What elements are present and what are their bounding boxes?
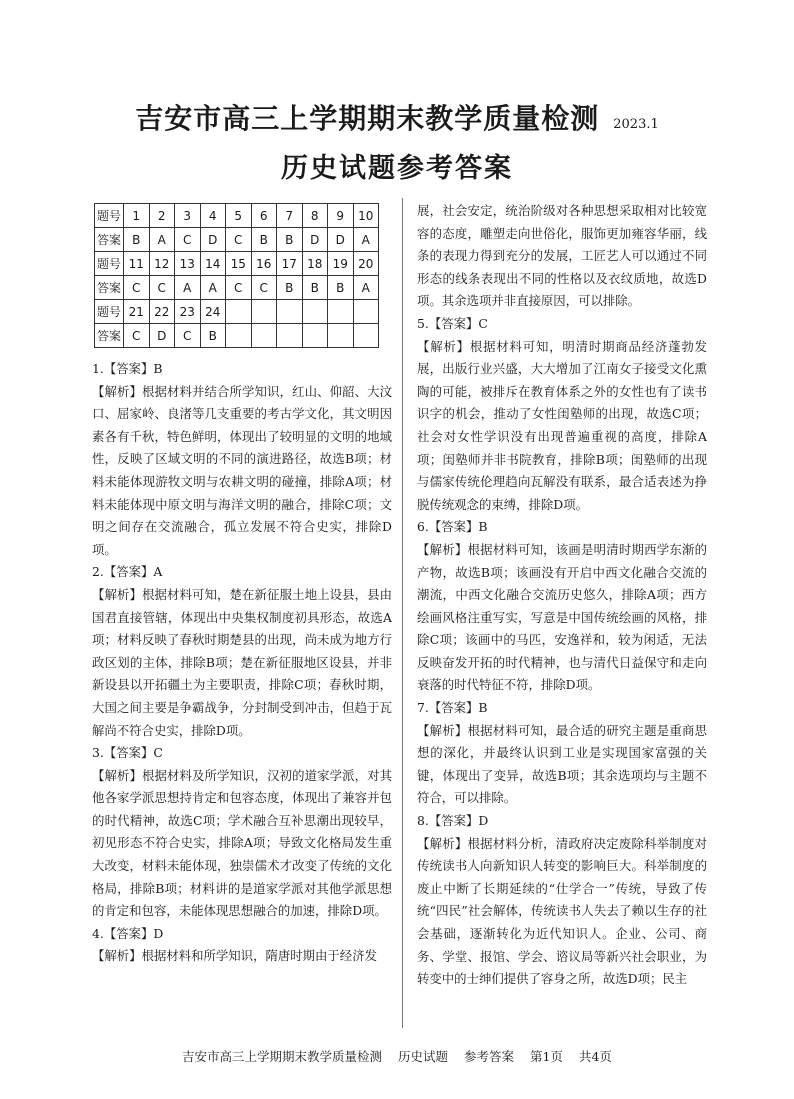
table-cell <box>226 300 252 324</box>
footer-total: 共4页 <box>578 1049 612 1064</box>
table-cell: C <box>175 324 201 348</box>
title-text: 吉安市高三上学期期末教学质量检测 <box>135 102 600 135</box>
table-cell: C <box>226 276 252 300</box>
explanation-paragraph: 【解析】根据材料可知，该画是明清时期西学东渐的产物，故选B项；该画没有开启中西文化融合交流的潮流，中西文化融合交流历史悠久，排除A项；西方绘画风格注重写实，写意是中国传统绘画的风格，排除C项；该画中的马匹，安逸祥和，较为闲适，无法反映奋发开拓的时代精神，也与清代日益保守和走向衰落的时代特征不符，排除D项。 <box>417 541 707 693</box>
question-answer-heading: 5.【答案】C <box>417 315 488 331</box>
question-answer-heading: 6.【答案】B <box>417 519 488 535</box>
table-cell <box>277 324 303 348</box>
explanation-paragraph: 【解析】根据材料可知，明清时期商品经济蓬勃发展，出版行业兴盛，大大增加了江南女子接受文化熏陶的可能，被排斥在教育体系之外的女性也有了读书识字的机会，推动了女性闺塾师的出现，故选C项；社会对女性学识没有出现普遍重视的高度，排除A项；闺塾师并非书院教育，排除B项；闺塾师的出现与儒家传统伦理趋向瓦解没有联系，最合适表述为挣脱传统观念的束缚，排除D项。 <box>417 338 707 512</box>
table-cell: 2 <box>149 204 175 228</box>
table-cell: C <box>251 276 277 300</box>
right-column <box>417 200 707 991</box>
table-cell: A <box>200 276 226 300</box>
answer-row <box>95 276 379 300</box>
table-cell: 15 <box>226 252 252 276</box>
question-number-row <box>95 204 379 228</box>
table-cell: 20 <box>353 252 379 276</box>
table-cell: 10 <box>353 204 379 228</box>
table-cell: 9 <box>328 204 354 228</box>
table-cell: 14 <box>200 252 226 276</box>
table-cell: C <box>124 276 150 300</box>
table-cell: 5 <box>226 204 252 228</box>
question-number-row <box>95 252 379 276</box>
question-answer-heading: 1.【答案】B <box>92 361 163 376</box>
table-cell <box>302 324 328 348</box>
left-column <box>92 358 392 968</box>
explanation-paragraph: 【解析】根据材料分析，清政府决定废除科举制度对传统读书人向新知识人转变的影响巨大。科举制度的废止中断了长期延续的“仕学合一”传统，导致了传统“四民”社会解体，传统读书人失去了赖以生存的社会基础，逐渐转化为近代知识人。企业、公司、商务、学堂、报馆、学会、谘议局等新兴社会职业，为转变中的士绅们提供了容身之所，故选D项；民主 <box>417 835 707 987</box>
question-answer-heading: 7.【答案】B <box>417 700 488 716</box>
table-cell <box>353 300 379 324</box>
table-cell: C <box>124 324 150 348</box>
table-cell: 17 <box>277 252 303 276</box>
explanation-paragraph: 展，社会安定，统治阶级对各种思想采取相对比较宽容的态度，雕塑走向世俗化，服饰更加雍容华丽，线条的表现力得到充分的发展，工匠艺人可以通过不同形态的线条表现出不同的性格以及衣纹质地，故选D项。其余选项并非直接原因，可以排除。 <box>417 203 707 309</box>
table-cell: C <box>226 228 252 252</box>
table-cell: 24 <box>200 300 226 324</box>
column-divider <box>402 198 403 1028</box>
table-cell: 12 <box>149 252 175 276</box>
table-cell <box>277 300 303 324</box>
question-number-row <box>95 300 379 324</box>
row-header-cell: 题号 <box>95 252 124 276</box>
question-answer-heading: 8.【答案】D <box>417 813 489 829</box>
row-header-cell: 答案 <box>95 228 124 252</box>
table-cell: B <box>277 228 303 252</box>
table-cell: D <box>149 324 175 348</box>
row-header-cell: 答案 <box>95 324 124 348</box>
table-cell: 1 <box>124 204 150 228</box>
table-cell: 7 <box>277 204 303 228</box>
exam-date: 2023.1 <box>613 117 659 132</box>
table-cell: C <box>149 276 175 300</box>
table-cell: B <box>200 324 226 348</box>
table-cell <box>251 300 277 324</box>
table-cell: B <box>328 276 354 300</box>
table-cell: D <box>302 228 328 252</box>
table-cell: B <box>251 228 277 252</box>
table-cell: 8 <box>302 204 328 228</box>
table-cell <box>302 300 328 324</box>
explanation-paragraph: 【解析】根据材料并结合所学知识，红山、仰韶、大汶口、屈家岭、良渚等几支重要的考古学文化，其文明因素各有千秋，特色鲜明，体现出了较明显的文明的地域性，反映了区域文明的不同的演进路径，故选B项；材料未能体现游牧文明与农耕文明的碰撞，排除A项；材料未能体现中原文明与海洋文明的融合，排除C项；文明之间存在交流融合，孤立发展不符合史实，排除D项。 <box>92 383 392 557</box>
table-cell <box>328 300 354 324</box>
table-cell: 19 <box>328 252 354 276</box>
footer-kind: 参考答案 <box>464 1049 515 1064</box>
table-cell: 4 <box>200 204 226 228</box>
answer-row <box>95 324 379 348</box>
table-cell <box>328 324 354 348</box>
table-cell: B <box>277 276 303 300</box>
question-answer-heading: 3.【答案】C <box>92 745 163 761</box>
document-title <box>0 97 794 137</box>
explanation-paragraph: 【解析】根据材料可知，楚在新征服土地上设县，县由国君直接管辖，体现出中央集权制度初具形态，故选A项；材料反映了春秋时期楚县的出现，尚未成为地方行政区划的主体，排除B项；楚在新征服地区设县，并非新设县以开拓疆土为主要职责，排除C项；春秋时期，大国之间主要是争霸战争，分封制受到冲击，但趋于瓦解尚不符合史实，排除D项。 <box>92 586 392 738</box>
table-cell: D <box>200 228 226 252</box>
table-cell: D <box>328 228 354 252</box>
question-answer-heading: 4.【答案】D <box>92 925 164 941</box>
table-cell: 11 <box>124 252 150 276</box>
table-cell: 22 <box>149 300 175 324</box>
row-header-cell: 题号 <box>95 300 124 324</box>
explanation-paragraph: 【解析】根据材料和所学知识，隋唐时期由于经济发 <box>92 948 377 964</box>
table-cell: 6 <box>251 204 277 228</box>
table-cell: C <box>175 228 201 252</box>
table-cell: A <box>175 276 201 300</box>
explanation-paragraph: 【解析】根据材料及所学知识，汉初的道家学派，对其他各家学派思想持肯定和包容态度，体现出了兼容并包的时代精神，故选C项；学术融合互补思潮出现较早，初见形态不符合史实，排除A项；导致文化格局发生重大改变，材料未能体现，独崇儒术才改变了传统的文化格局，排除B项；材料讲的是道家学派对其他学派思想的肯定和包容，未能体现思想融合的加速，排除D项。 <box>92 767 392 919</box>
table-cell: A <box>353 228 379 252</box>
table-cell: A <box>149 228 175 252</box>
row-header-cell: 题号 <box>95 204 124 228</box>
table-cell: 18 <box>302 252 328 276</box>
explanation-paragraph: 【解析】根据材料可知，最合适的研究主题是重商思想的深化，并最终认识到工业是实现国家富强的关键，体现出了变异，故选B项；其余选项均与主题不符合，可以排除。 <box>417 722 707 806</box>
footer-title: 吉安市高三上学期期末教学质量检测 <box>182 1049 383 1064</box>
footer-page: 第1页 <box>530 1049 563 1064</box>
answer-row <box>95 228 379 252</box>
document-subtitle: 历史试题参考答案 <box>281 153 513 184</box>
table-cell: 23 <box>175 300 201 324</box>
table-cell: 21 <box>124 300 150 324</box>
table-cell: A <box>353 276 379 300</box>
table-cell: 3 <box>175 204 201 228</box>
question-answer-heading: 2.【答案】A <box>92 564 163 580</box>
table-cell <box>353 324 379 348</box>
table-cell: B <box>302 276 328 300</box>
table-cell <box>251 324 277 348</box>
table-cell: 13 <box>175 252 201 276</box>
table-cell: B <box>124 228 150 252</box>
table-cell <box>226 324 252 348</box>
table-cell: 16 <box>251 252 277 276</box>
footer-subject: 历史试题 <box>398 1049 449 1064</box>
page-footer <box>0 1047 794 1065</box>
answer-table <box>94 203 379 348</box>
row-header-cell: 答案 <box>95 276 124 300</box>
